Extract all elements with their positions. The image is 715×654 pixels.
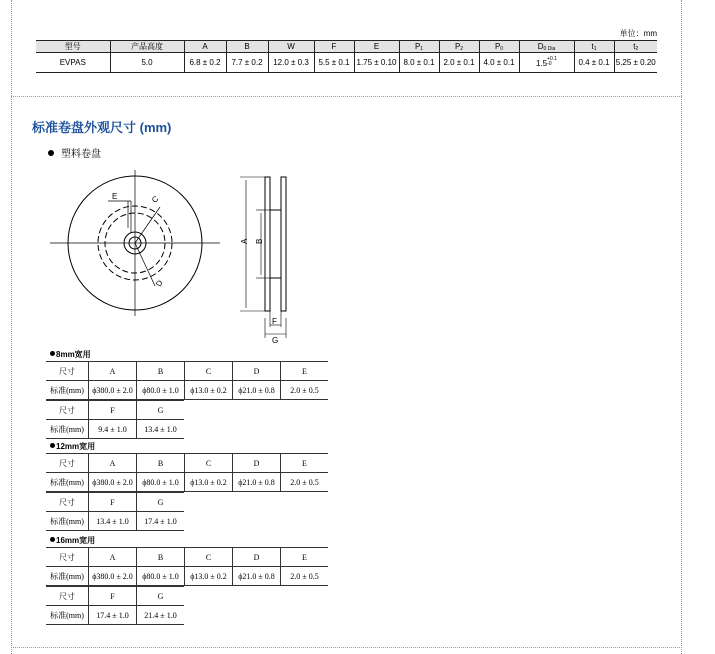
- spec-cell: 标准(mm): [46, 606, 89, 625]
- spec-table-12mm-b: [46, 492, 184, 531]
- label-d: D: [154, 278, 165, 289]
- reel-side-view: [240, 177, 286, 338]
- spec-header-row: [46, 493, 184, 512]
- spec-cell: 尺寸: [46, 587, 89, 606]
- tape-cell: 5.5 ± 0.1: [314, 53, 354, 73]
- spec-cell: 标准(mm): [46, 381, 89, 400]
- spec-cell: E: [281, 454, 329, 473]
- spec-cell: B: [137, 362, 185, 381]
- spec-cell: ϕ21.0 ± 0.8: [233, 381, 281, 400]
- spec-cell: 2.0 ± 0.5: [281, 473, 329, 492]
- spec-cell: 17.4 ± 1.0: [89, 606, 137, 625]
- reel-front-view: [50, 170, 220, 316]
- group-title-12mm: 12mm宽用: [50, 441, 95, 452]
- spec-cell: G: [137, 493, 185, 512]
- label-g: G: [272, 336, 279, 345]
- spec-cell: ϕ80.0 ± 1.0: [137, 381, 185, 400]
- spec-cell: 尺寸: [46, 401, 89, 420]
- spec-cell: 标准(mm): [46, 420, 89, 439]
- spec-cell: ϕ380.0 ± 2.0: [89, 473, 137, 492]
- tape-header-row: [36, 41, 657, 53]
- bullet-icon: [48, 150, 54, 156]
- spec-table-16mm-a: [46, 547, 328, 586]
- spec-cell: B: [137, 454, 185, 473]
- bullet-icon: [50, 443, 55, 448]
- bullet-icon: [50, 351, 55, 356]
- tape-cell: 6.8 ± 0.2: [184, 53, 226, 73]
- tape-cell: EVPAS: [36, 53, 110, 73]
- label-b: B: [255, 238, 264, 244]
- section-title: 标准卷盘外观尺寸 (mm): [32, 120, 172, 135]
- group-title-16mm: 16mm宽用: [50, 535, 95, 546]
- spec-cell: ϕ80.0 ± 1.0: [137, 567, 185, 586]
- spec-cell: B: [137, 548, 185, 567]
- spec-cell: A: [89, 548, 137, 567]
- spec-cell: 尺寸: [46, 548, 89, 567]
- label-e: E: [112, 192, 118, 201]
- spec-cell: 9.4 ± 1.0: [89, 420, 137, 439]
- right-dotted-border: [681, 0, 682, 654]
- spec-cell: 13.4 ± 1.0: [89, 512, 137, 531]
- spec-cell: 13.4 ± 1.0: [137, 420, 185, 439]
- spec-cell: ϕ380.0 ± 2.0: [89, 381, 137, 400]
- tape-cell: 12.0 ± 0.3: [268, 53, 314, 73]
- tape-dimension-table: [36, 40, 657, 73]
- tape-cell: 5.25 ± 0.20: [614, 53, 657, 73]
- spec-table-8mm-a: [46, 361, 328, 400]
- spec-value-row: [46, 420, 184, 439]
- spec-cell: A: [89, 454, 137, 473]
- spec-cell: E: [281, 362, 329, 381]
- spec-value-row: [46, 381, 328, 400]
- spec-cell: D: [233, 548, 281, 567]
- bottom-divider: [11, 647, 682, 648]
- tape-header-cell: A: [184, 41, 226, 53]
- tape-header-cell: $P_1$: [399, 41, 439, 53]
- spec-value-row: [46, 606, 184, 625]
- label-f: F: [272, 317, 277, 326]
- tape-header-cell: W: [268, 41, 314, 53]
- spec-cell: G: [137, 401, 185, 420]
- spec-cell: F: [89, 401, 137, 420]
- spec-cell: 标准(mm): [46, 512, 89, 531]
- spec-value-row: [46, 473, 328, 492]
- spec-cell: F: [89, 493, 137, 512]
- tape-cell: 5.0: [110, 53, 184, 73]
- tape-cell: 8.0 ± 0.1: [399, 53, 439, 73]
- spec-cell: ϕ380.0 ± 2.0: [89, 567, 137, 586]
- spec-cell: A: [89, 362, 137, 381]
- tape-header-cell: $P_2$: [439, 41, 479, 53]
- tape-data-row: [36, 53, 657, 73]
- section-divider: [11, 96, 682, 97]
- spec-header-row: [46, 401, 184, 420]
- spec-cell: D: [233, 454, 281, 473]
- tape-header-cell: B: [226, 41, 268, 53]
- bullet-icon: [50, 537, 55, 542]
- tape-cell: 0.4 ± 0.1: [574, 53, 614, 73]
- unit-label: 单位：mm: [619, 29, 657, 38]
- reel-type-label: 塑料卷盘: [48, 145, 101, 160]
- spec-table-12mm-a: [46, 453, 328, 492]
- spec-value-row: [46, 512, 184, 531]
- spec-cell: 2.0 ± 0.5: [281, 381, 329, 400]
- tape-header-cell: F: [314, 41, 354, 53]
- spec-cell: C: [185, 454, 233, 473]
- reel-diagram: [0, 165, 320, 345]
- spec-cell: G: [137, 587, 185, 606]
- tape-header-cell: $t_1$: [574, 41, 614, 53]
- spec-header-row: [46, 454, 328, 473]
- tape-cell: 7.7 ± 0.2: [226, 53, 268, 73]
- spec-cell: C: [185, 548, 233, 567]
- spec-cell: 尺寸: [46, 362, 89, 381]
- spec-cell: E: [281, 548, 329, 567]
- spec-header-row: [46, 548, 328, 567]
- spec-cell: ϕ13.0 ± 0.2: [185, 567, 233, 586]
- spec-cell: D: [233, 362, 281, 381]
- tape-header-cell: 型号: [36, 41, 110, 53]
- tape-cell: 4.0 ± 0.1: [479, 53, 519, 73]
- tape-header-cell: $D_{0 Dia}$: [519, 41, 574, 53]
- tape-header-cell: $t_2$: [614, 41, 657, 53]
- tape-header-cell: E: [354, 41, 399, 53]
- label-a: A: [240, 238, 249, 244]
- tape-cell-d0: 1.5+0.1 -0: [519, 53, 574, 73]
- spec-cell: ϕ13.0 ± 0.2: [185, 473, 233, 492]
- spec-cell: 2.0 ± 0.5: [281, 567, 329, 586]
- spec-cell: 尺寸: [46, 454, 89, 473]
- spec-cell: 21.4 ± 1.0: [137, 606, 185, 625]
- spec-cell: 标准(mm): [46, 567, 89, 586]
- spec-table-16mm-b: [46, 586, 184, 625]
- spec-cell: 标准(mm): [46, 473, 89, 492]
- spec-cell: F: [89, 587, 137, 606]
- spec-table-8mm-b: [46, 400, 184, 439]
- tape-cell: 2.0 ± 0.1: [439, 53, 479, 73]
- d0-tol-upper: +0.1: [547, 56, 557, 62]
- spec-cell: ϕ80.0 ± 1.0: [137, 473, 185, 492]
- d0-tol-lower: -0: [547, 61, 552, 67]
- spec-cell: ϕ13.0 ± 0.2: [185, 381, 233, 400]
- spec-cell: ϕ21.0 ± 0.8: [233, 473, 281, 492]
- spec-header-row: [46, 587, 184, 606]
- group-title-8mm: 8mm宽用: [50, 349, 91, 360]
- spec-cell: 17.4 ± 1.0: [137, 512, 185, 531]
- spec-cell: C: [185, 362, 233, 381]
- spec-value-row: [46, 567, 328, 586]
- tape-header-cell: 产品高度: [110, 41, 184, 53]
- label-c: C: [150, 194, 161, 205]
- tape-header-cell: $P_0$: [479, 41, 519, 53]
- tape-cell: 1.75 ± 0.10: [354, 53, 399, 73]
- spec-cell: 尺寸: [46, 493, 89, 512]
- spec-cell: ϕ21.0 ± 0.8: [233, 567, 281, 586]
- spec-header-row: [46, 362, 328, 381]
